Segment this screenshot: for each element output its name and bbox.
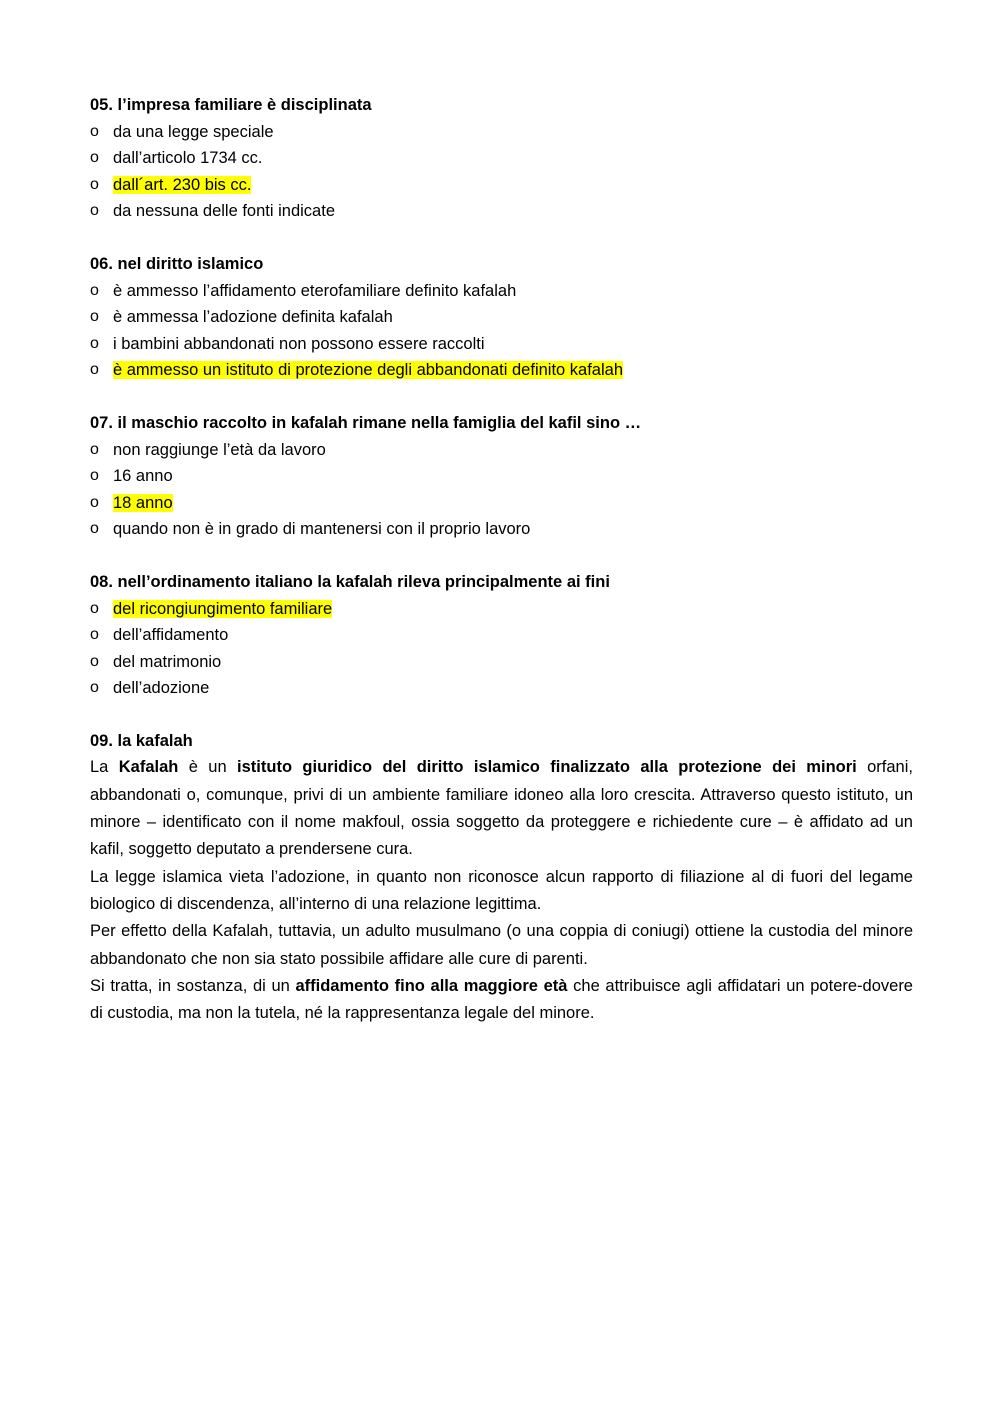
text-run: Si tratta, in sostanza, di un <box>90 976 296 995</box>
option-list <box>90 437 913 543</box>
option-item[interactable] <box>90 172 913 199</box>
option-list <box>90 278 913 384</box>
circle-bullet-icon: o <box>90 652 99 670</box>
option-list <box>90 596 913 702</box>
option-text: da una legge speciale <box>113 122 274 141</box>
option-text: è ammesso l’affidamento eterofamiliare definito kafalah <box>113 281 517 300</box>
option-item[interactable] <box>90 198 913 225</box>
option-item[interactable] <box>90 119 913 146</box>
text-run: è un <box>178 758 238 777</box>
text-run: che attribuisce agli affidatari un potere-dovere di custodia, ma non la tutela, né la rappresentanza legale del minore. <box>90 976 913 1023</box>
circle-bullet-icon: o <box>90 493 99 511</box>
circle-bullet-icon: o <box>90 599 99 617</box>
option-item[interactable] <box>90 278 913 305</box>
option-text: del ricongiungimento familiare <box>113 599 333 618</box>
option-item[interactable] <box>90 304 913 331</box>
option-text: è ammesso un istituto di protezione degli abbandonati definito kafalah <box>113 361 624 380</box>
option-text: i bambini abbandonati non possono essere raccolti <box>113 334 485 353</box>
option-text: è ammessa l’adozione definita kafalah <box>113 308 393 327</box>
document-page <box>90 92 913 1053</box>
option-text: non raggiunge l’età da lavoro <box>113 440 326 459</box>
circle-bullet-icon: o <box>90 440 99 458</box>
option-item[interactable] <box>90 463 913 490</box>
answer-paragraph <box>90 864 913 919</box>
option-item[interactable] <box>90 357 913 384</box>
question-05 <box>90 92 913 225</box>
circle-bullet-icon: o <box>90 679 99 697</box>
option-text: dall´art. 230 bis cc. <box>113 175 252 194</box>
circle-bullet-icon: o <box>90 334 99 352</box>
circle-bullet-icon: o <box>90 175 99 193</box>
circle-bullet-icon: o <box>90 202 99 220</box>
option-item[interactable] <box>90 675 913 702</box>
option-text: del matrimonio <box>113 652 222 671</box>
question-title: 08. nell’ordinamento italiano la kafalah rileva principalmente ai fini <box>90 572 610 591</box>
circle-bullet-icon: o <box>90 122 99 140</box>
bold-text-run: Kafalah <box>118 758 179 777</box>
question-08 <box>90 569 913 702</box>
option-item[interactable] <box>90 145 913 172</box>
question-title: 05. l’impresa familiare è disciplinata <box>90 96 372 114</box>
option-text: quando non è in grado di mantenersi con il proprio lavoro <box>113 520 531 539</box>
option-list <box>90 119 913 225</box>
option-item[interactable] <box>90 596 913 623</box>
option-text: dell’affidamento <box>113 626 229 645</box>
text-run: orfani, abbandonati o, comunque, privi di un ambiente familiare idoneo alla loro crescita. Attraverso questo istituto, un minore – identificato con il nome makfoul, ossia soggetto da proteggere e richiedente cure – è affidato ad un kafil, soggetto deputato a prendersene cura. <box>90 758 913 859</box>
text-run: La <box>90 758 119 777</box>
question-09 <box>90 728 913 1028</box>
option-text: dell’adozione <box>113 679 210 698</box>
circle-bullet-icon: o <box>90 149 99 167</box>
text-run: La legge islamica vieta l’adozione, in quanto non riconosce alcun rapporto di filiazione al di fuori del legame biologico di discendenza, all’interno di una relazione legittima. <box>90 867 913 913</box>
question-title: 06. nel diritto islamico <box>90 254 264 273</box>
question-title: 09. la kafalah <box>90 731 193 750</box>
circle-bullet-icon: o <box>90 281 99 299</box>
option-item[interactable] <box>90 331 913 358</box>
bold-text-run: istituto giuridico del diritto islamico finalizzato alla protezione dei minori <box>237 758 857 777</box>
answer-body <box>90 754 913 1027</box>
circle-bullet-icon: o <box>90 361 99 379</box>
circle-bullet-icon: o <box>90 520 99 538</box>
question-title: 07. il maschio raccolto in kafalah rimane nella famiglia del kafil sino … <box>90 413 642 432</box>
answer-paragraph <box>90 973 913 1028</box>
circle-bullet-icon: o <box>90 308 99 326</box>
option-item[interactable] <box>90 516 913 543</box>
option-item[interactable] <box>90 622 913 649</box>
option-text: da nessuna delle fonti indicate <box>113 202 335 221</box>
option-text: 18 anno <box>113 493 173 512</box>
option-text: dall’articolo 1734 cc. <box>113 149 263 168</box>
option-item[interactable] <box>90 649 913 676</box>
option-item[interactable] <box>90 490 913 517</box>
question-06 <box>90 251 913 384</box>
answer-paragraph <box>90 918 913 973</box>
circle-bullet-icon: o <box>90 626 99 644</box>
bold-text-run: affidamento fino alla maggiore età <box>295 976 568 995</box>
text-run: Per effetto della Kafalah, tuttavia, un adulto musulmano (o una coppia di coniugi) ottiene la custodia del minore abbandonato che non sia stato possibile affidare alle cure di parenti. <box>90 922 913 968</box>
question-07 <box>90 410 913 543</box>
option-item[interactable] <box>90 437 913 464</box>
answer-paragraph <box>90 754 913 863</box>
circle-bullet-icon: o <box>90 467 99 485</box>
option-text: 16 anno <box>113 467 173 486</box>
